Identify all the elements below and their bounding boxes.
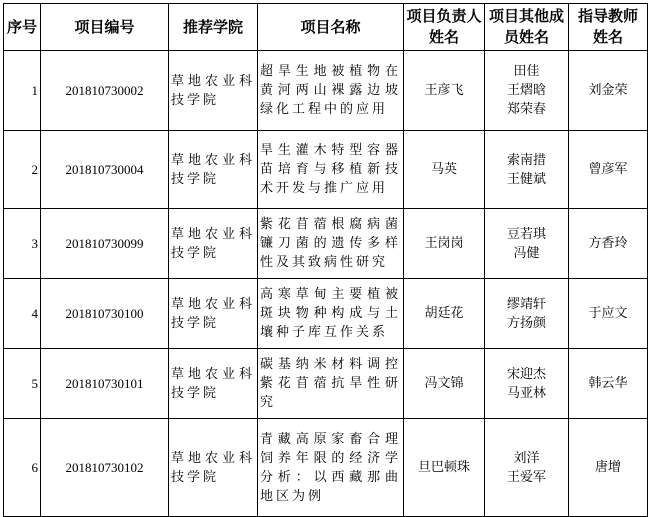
cell-code-text: 201810730002 — [65, 83, 144, 98]
cell-project-name-text: 超旱生地被植物在黄河两山裸露边坡绿化工程中的应用 — [260, 64, 401, 117]
member-name: 方扬颜 — [506, 315, 546, 331]
cell-members — [485, 279, 569, 349]
cell-code-text: 201810730004 — [65, 162, 144, 177]
cell-code — [41, 279, 169, 349]
member-name: 缪靖轩 — [506, 296, 546, 312]
cell-leader — [404, 209, 485, 279]
cell-leader-text: 胡廷花 — [424, 306, 464, 321]
member-name: 豆若琪 — [506, 226, 546, 242]
cell-code — [41, 131, 169, 209]
cell-members — [485, 51, 569, 131]
header-seq: 序号 — [4, 4, 41, 51]
cell-advisor-text: 曾彦军 — [588, 162, 628, 177]
cell-seq — [4, 209, 41, 279]
member-name: 王爱军 — [506, 469, 546, 485]
cell-college-text: 草地农业科技学院 — [171, 152, 255, 187]
table-row — [4, 51, 648, 131]
cell-seq — [4, 51, 41, 131]
cell-seq — [4, 131, 41, 209]
cell-members — [485, 131, 569, 209]
cell-leader-text: 马英 — [430, 162, 457, 177]
cell-members — [485, 349, 569, 419]
cell-code-text: 201810730099 — [65, 236, 144, 251]
cell-college-text: 草地农业科技学院 — [171, 226, 255, 261]
cell-advisor — [569, 279, 648, 349]
header-project-name: 项目名称 — [258, 4, 404, 51]
member-name: 王熠晗 — [506, 83, 546, 98]
cell-seq — [4, 349, 41, 419]
cell-advisor-text: 韩云华 — [588, 376, 628, 391]
cell-project-name-text: 青藏高原家畜合理饲养年限的经济学分析：以西藏那曲地区为例 — [260, 431, 401, 504]
cell-advisor-text: 于应文 — [588, 306, 628, 321]
header-code: 项目编号 — [41, 4, 169, 51]
header-row — [4, 4, 648, 51]
cell-leader — [404, 131, 485, 209]
header-advisor: 指导教师姓名 — [569, 4, 648, 51]
cell-leader-text: 王彦飞 — [424, 83, 464, 98]
cell-project-name — [258, 209, 404, 279]
member-name: 马亚林 — [506, 385, 546, 401]
project-table — [3, 3, 648, 517]
table-row — [4, 209, 648, 279]
cell-college-text: 草地农业科技学院 — [171, 296, 255, 331]
cell-project-name-text: 碳基纳米材料调控紫花苜蓿抗旱性研究 — [260, 357, 401, 410]
cell-advisor — [569, 349, 648, 419]
cell-project-name — [258, 349, 404, 419]
cell-college — [169, 131, 258, 209]
table-row — [4, 349, 648, 419]
member-name: 田佳 — [513, 64, 540, 79]
cell-college-text: 草地农业科技学院 — [171, 73, 255, 108]
cell-seq-text: 6 — [31, 460, 38, 475]
cell-advisor — [569, 209, 648, 279]
header-leader: 项目负责人姓名 — [404, 4, 485, 51]
table-row — [4, 279, 648, 349]
cell-project-name-text: 旱生灌木特型容器苗培育与移植新技术开发与推广应用 — [260, 143, 401, 196]
member-name: 索南措 — [506, 152, 546, 168]
cell-college — [169, 51, 258, 131]
cell-members — [485, 209, 569, 279]
cell-seq — [4, 279, 41, 349]
cell-seq-text: 4 — [31, 306, 38, 321]
cell-seq-text: 1 — [31, 83, 38, 98]
cell-project-name — [258, 131, 404, 209]
cell-leader-text: 冯文锦 — [424, 376, 464, 391]
cell-leader — [404, 279, 485, 349]
member-name: 冯健 — [513, 245, 540, 261]
cell-code-text: 201810730101 — [65, 376, 144, 391]
member-name: 宋迎杰 — [506, 366, 546, 382]
cell-leader-text: 王岗岗 — [424, 236, 464, 251]
cell-code — [41, 209, 169, 279]
member-name: 郑荣春 — [506, 102, 546, 117]
header-members: 项目其他成员姓名 — [485, 4, 569, 51]
cell-project-name-text: 高寒草甸主要植被斑块物种构成与土壤种子库互作关系 — [260, 287, 401, 340]
member-name: 王健斌 — [506, 171, 546, 187]
header-college: 推荐学院 — [169, 4, 258, 51]
cell-college-text: 草地农业科技学院 — [171, 366, 255, 401]
cell-leader — [404, 51, 485, 131]
cell-leader-text: 旦巴顿珠 — [417, 460, 470, 475]
cell-college — [169, 349, 258, 419]
cell-college — [169, 279, 258, 349]
cell-seq-text: 2 — [31, 162, 38, 177]
cell-advisor-text: 刘金荣 — [588, 83, 628, 98]
cell-leader — [404, 349, 485, 419]
cell-project-name — [258, 51, 404, 131]
table-row — [4, 131, 648, 209]
cell-project-name-text: 紫花苜蓿根腐病菌镰刀菌的遗传多样性及其致病性研究 — [260, 217, 401, 270]
cell-seq-text: 5 — [31, 376, 38, 391]
cell-seq-text: 3 — [31, 236, 38, 251]
member-name: 刘洋 — [513, 450, 540, 466]
cell-college — [169, 209, 258, 279]
cell-advisor-text: 方香玲 — [588, 236, 628, 251]
cell-code-text: 201810730100 — [65, 306, 144, 321]
cell-code — [41, 349, 169, 419]
cell-advisor — [569, 51, 648, 131]
cell-code-text: 201810730102 — [65, 460, 144, 475]
cell-code — [41, 51, 169, 131]
cell-project-name — [258, 279, 404, 349]
cell-advisor — [569, 131, 648, 209]
cell-college-text: 草地农业科技学院 — [171, 450, 255, 485]
cell-advisor-text: 唐增 — [594, 460, 621, 475]
